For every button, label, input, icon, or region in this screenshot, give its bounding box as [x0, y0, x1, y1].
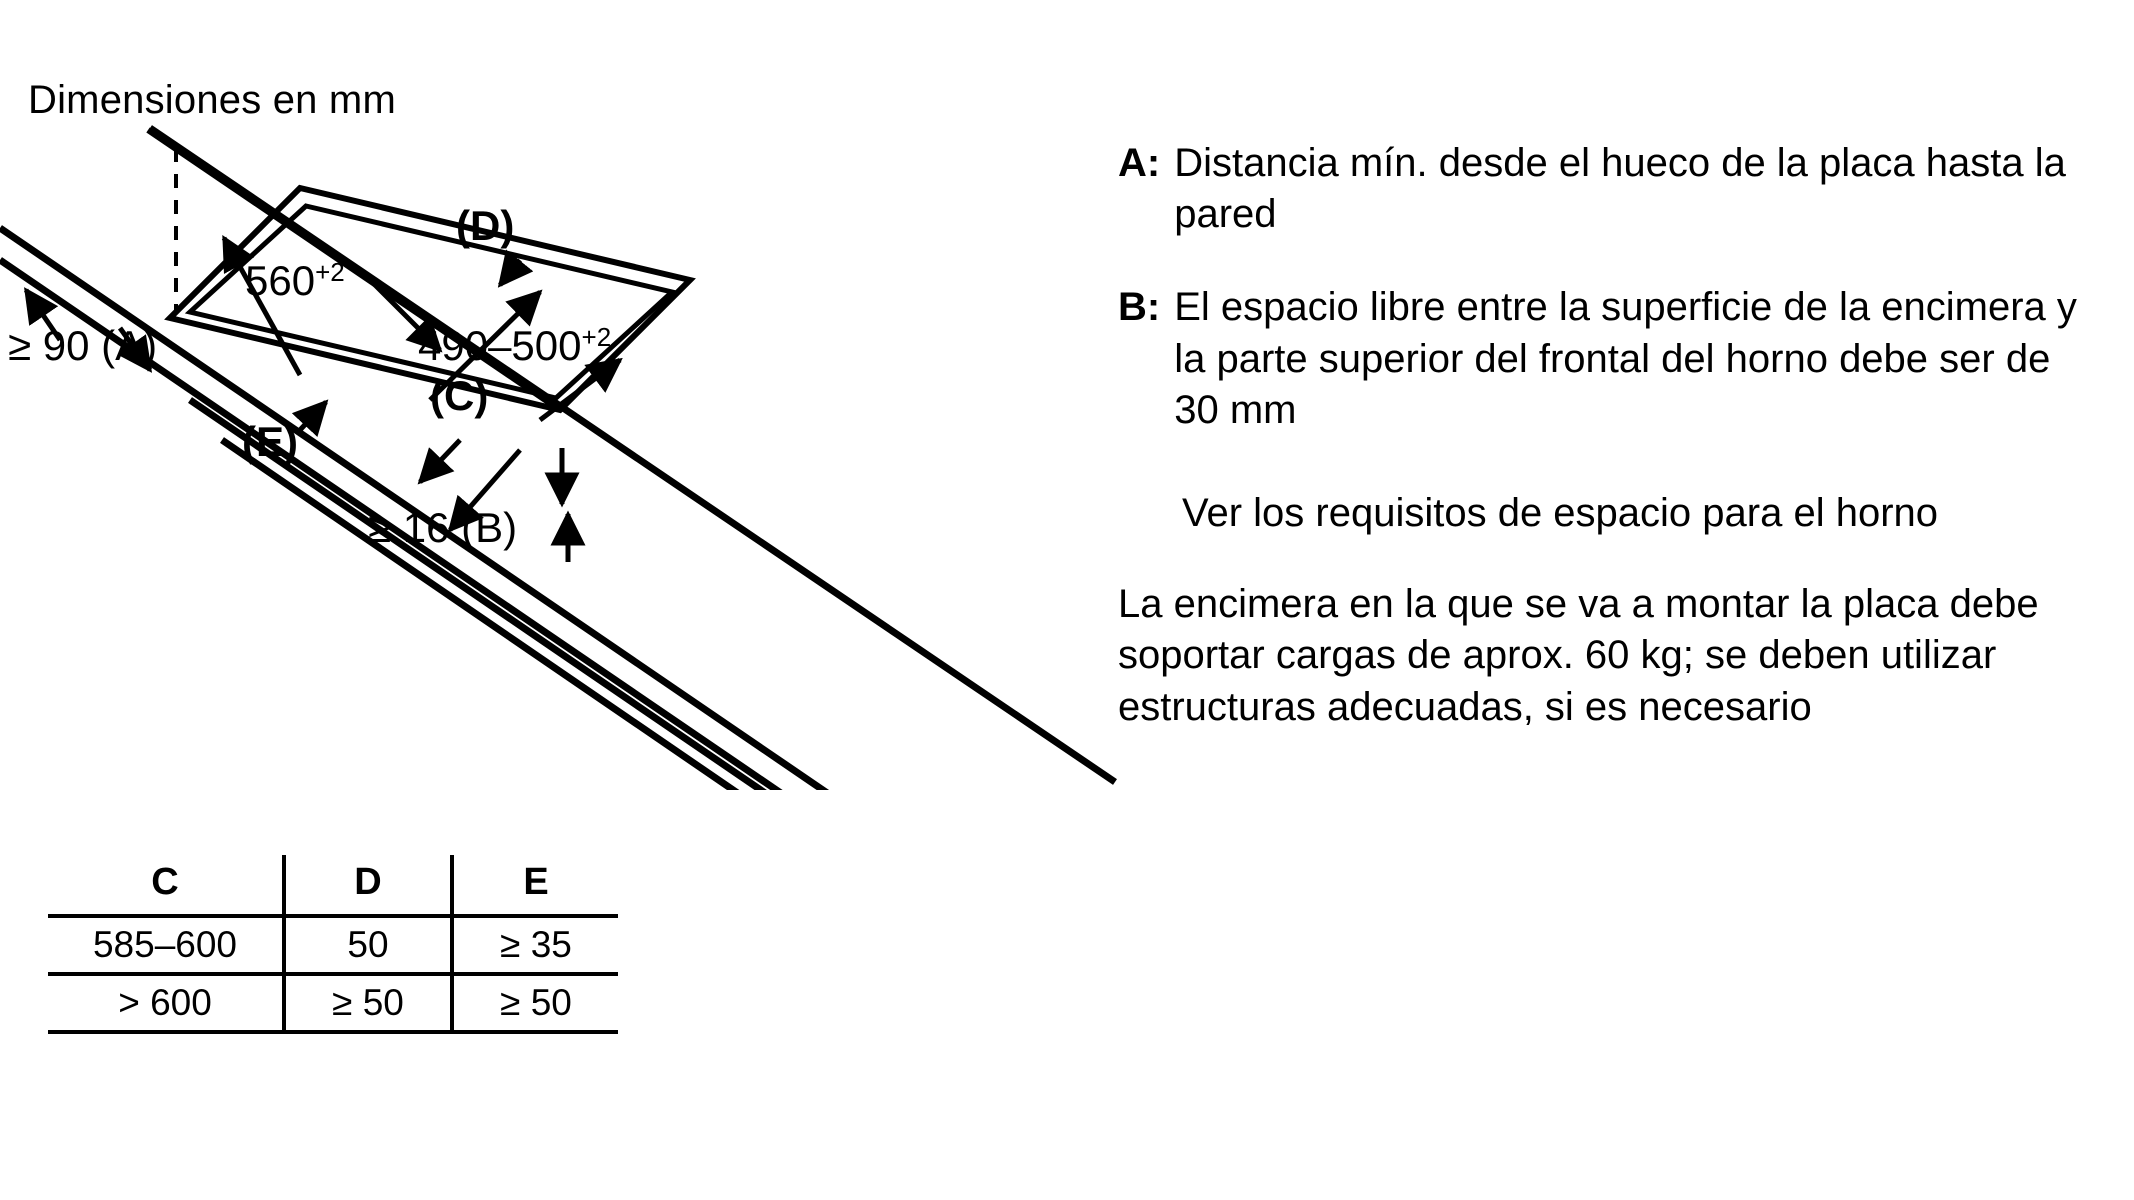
legend-text-a: Distancia mín. desde el hueco de la placa hasta la pared — [1174, 141, 2066, 237]
label-cutout-width: $560^{+2}$ — [245, 257, 345, 304]
legend-key-b: B: — [1118, 285, 1161, 330]
label-callout-d: (D) — [456, 202, 515, 249]
legend-panel — [1118, 138, 2078, 773]
note-oven-clearance: Ver los requisitos de espacio para el horno — [1182, 490, 1939, 535]
cell-e-1: ≥ 35 — [500, 924, 572, 965]
table-header-c: C — [48, 855, 284, 916]
label-cutout-depth: $490-500^{+2}$ — [418, 322, 612, 369]
legend-text-b: El espacio libre entre la superficie de la encimera y la parte superior del frontal del horno debe ser de 30 mm — [1174, 285, 2077, 432]
table-row — [48, 974, 618, 1032]
legend-item-b — [1118, 282, 2078, 436]
table-header-e: E — [523, 861, 549, 903]
leader-e — [300, 402, 326, 430]
table-header-d: D — [284, 855, 452, 916]
legend-key-a: A: — [1118, 141, 1161, 185]
drawing-title: Dimensiones en mm — [28, 78, 396, 122]
cell-c-2: > 600 — [48, 974, 284, 1032]
label-callout-c: (C) — [430, 372, 489, 419]
table-header-row — [48, 855, 618, 916]
leader-c-lower — [420, 440, 460, 482]
leader-d — [500, 260, 520, 285]
cell-d-1: 50 — [284, 916, 452, 974]
table-row — [48, 916, 618, 974]
legend-item-a — [1118, 138, 2078, 240]
cell-e-2: ≥ 50 — [500, 982, 572, 1023]
label-dim-b: ≥ 16 (B) — [368, 504, 518, 551]
dimension-arrow-b — [562, 448, 568, 562]
cell-d-2: ≥ 50 — [284, 974, 452, 1032]
note-worktop-load: La encimera en la que se va a montar la placa debe soportar cargas de aprox. 60 kg; se deben utilizar estructuras adecuadas, si es necesario — [1118, 582, 2039, 729]
cell-c-1: 585–600 — [48, 916, 284, 974]
dimension-table — [48, 855, 618, 1034]
installation-diagram — [0, 110, 1120, 790]
label-dim-a: ≥ 90 (A) — [8, 322, 158, 369]
label-callout-e: (E) — [242, 418, 298, 465]
